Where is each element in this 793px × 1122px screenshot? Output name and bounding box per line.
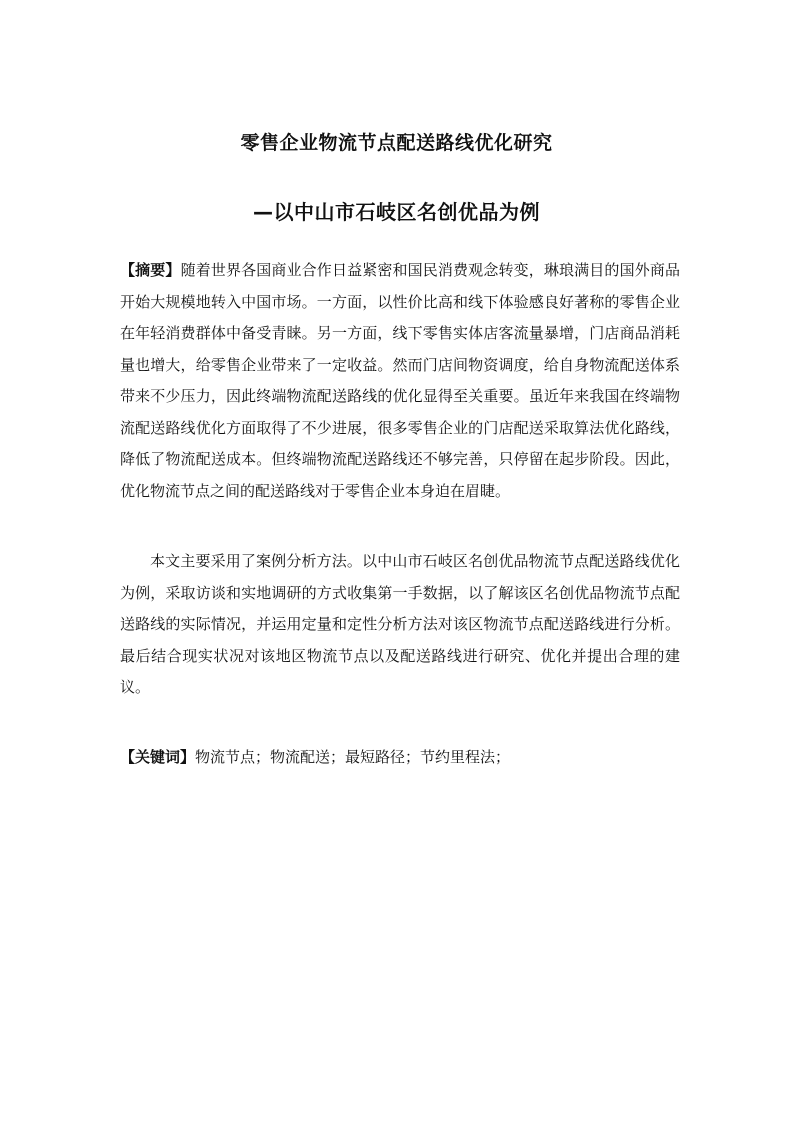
paper-title: 零售企业物流节点配送路线优化研究 [240,132,553,154]
keywords-label: 【关键词】 [120,748,196,766]
paper-subtitle: —以中山市石岐区名创优品为例 [253,200,540,224]
abstract-paragraph [120,255,680,507]
keywords-line [120,742,680,774]
abstract-label: 【摘要】 [120,261,181,279]
abstract-text: 随着世界各国商业合作日益紧密和国民消费观念转变，琳琅满目的国外商品开始大规模地转入中国市场。一方面，以性价比高和线下体验感良好著称的零售企业在年轻消费群体中备受青睐。另一方面，线下零售实体店客流量暴增，门店商品消耗量也增大，给零售企业带来了一定收益。然而门店间物资调度，给自身物流配送体系带来不少压力，因此终端物流配送路线的优化显得至关重要。虽近年来我国在终端物流配送路线优化方面取得了不少进展，很多零售企业的门店配送采取算法优化路线，降低了物流配送成本。但终端物流配送路线还不够完善，只停留在起步阶段。因此，优化物流节点之间的配送路线对于零售企业本身迫在眉睫。 [120,261,680,500]
abstract-paragraph-2: 本文主要采用了案例分析方法。以中山市石岐区名创优品物流节点配送路线优化为例，采取访谈和实地调研的方式收集第一手数据，以了解该区名创优品物流节点配送路线的实际情况，并运用定量和定性分析方法对该区物流节点配送路线进行分析。最后结合现实状况对该地区物流节点以及配送路线进行研究、优化并提出合理的建议。 [120,552,680,696]
keywords-text: 物流节点；物流配送；最短路径；节约里程法； [195,748,511,766]
